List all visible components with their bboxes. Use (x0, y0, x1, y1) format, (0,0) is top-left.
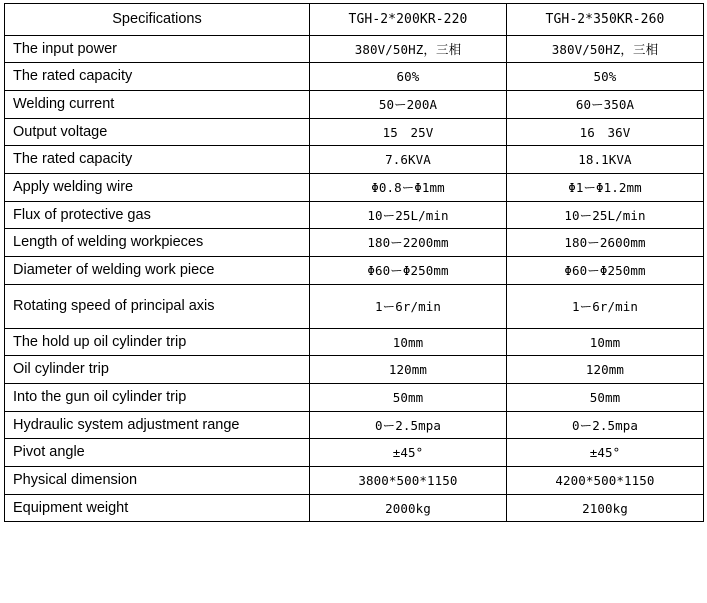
table-row (5, 118, 704, 146)
row-value-cell-1 (310, 384, 507, 412)
row-label: The rated capacity (13, 68, 133, 85)
row-value-2: 380V/50HZ，三相 (551, 41, 659, 57)
table-row (5, 229, 704, 257)
row-label: Hydraulic system adjustment range (13, 416, 240, 433)
row-value-cell-2 (507, 467, 704, 495)
row-value-1: 60% (396, 69, 420, 85)
row-value-1: 50mm (392, 389, 424, 405)
row-value-1: 380V/50HZ，三相 (354, 41, 462, 57)
row-value-cell-1 (310, 91, 507, 119)
row-label: Into the gun oil cylinder trip (13, 389, 187, 406)
row-value-2: 16 36V (579, 124, 631, 140)
row-value-2: 0ー2.5mpa (572, 417, 638, 433)
row-value-cell-2 (507, 257, 704, 285)
table-header-row (5, 4, 704, 36)
header-label-model-2: TGH-2*350KR-260 (545, 11, 665, 27)
row-value-cell-2 (507, 201, 704, 229)
row-value-1: 180ー2200mm (367, 235, 449, 251)
row-label-cell (5, 494, 310, 522)
row-value-1: 120mm (388, 362, 428, 378)
row-value-cell-1 (310, 411, 507, 439)
row-value-cell-1 (310, 356, 507, 384)
row-value-cell-2 (507, 63, 704, 91)
row-value-1: 3800*500*1150 (358, 472, 458, 488)
row-value-2: Φ1ーΦ1.2mm (568, 179, 642, 195)
header-cell-specifications (5, 4, 310, 36)
header-label-model-1: TGH-2*200KR-220 (348, 11, 468, 27)
row-label: Welding current (13, 96, 115, 113)
row-label-cell (5, 356, 310, 384)
table-row (5, 257, 704, 285)
table-row (5, 384, 704, 412)
row-value-2: Φ60ーΦ250mm (564, 262, 646, 278)
row-value-cell-2 (507, 118, 704, 146)
row-value-cell-2 (507, 384, 704, 412)
row-value-1: Φ0.8ーΦ1mm (371, 179, 445, 195)
row-label-cell (5, 201, 310, 229)
row-value-1: 10ー25L/min (367, 207, 449, 223)
row-value-cell-1 (310, 494, 507, 522)
row-value-1: 15 25V (382, 124, 434, 140)
row-value-cell-1 (310, 257, 507, 285)
row-value-1: 10mm (392, 334, 424, 350)
row-value-cell-1 (310, 439, 507, 467)
row-value-cell-2 (507, 229, 704, 257)
row-value-cell-1 (310, 328, 507, 356)
row-label-cell (5, 328, 310, 356)
row-label-cell (5, 35, 310, 63)
header-cell-model-1 (310, 4, 507, 36)
table-row (5, 63, 704, 91)
table-row (5, 201, 704, 229)
row-value-cell-2 (507, 35, 704, 63)
row-value-cell-1 (310, 229, 507, 257)
table-row (5, 494, 704, 522)
row-label-cell (5, 146, 310, 174)
row-value-1: Φ60ーΦ250mm (367, 262, 449, 278)
specifications-table (4, 3, 704, 522)
row-label: The rated capacity (13, 151, 133, 168)
row-label: Oil cylinder trip (13, 361, 109, 378)
table-row (5, 35, 704, 63)
row-value-cell-2 (507, 328, 704, 356)
row-value-cell-1 (310, 201, 507, 229)
row-value-1: 1ー6r/min (375, 298, 441, 314)
row-label: The input power (13, 40, 117, 57)
row-value-cell-1 (310, 35, 507, 63)
row-value-1: 2000kg (385, 500, 431, 516)
row-value-2: 18.1KVA (578, 152, 632, 168)
row-label: Equipment weight (13, 499, 129, 516)
row-value-2: 180ー2600mm (564, 235, 646, 251)
row-value-cell-1 (310, 63, 507, 91)
row-value-2: 50mm (589, 389, 621, 405)
table-row (5, 411, 704, 439)
row-label-cell (5, 257, 310, 285)
row-value-2: ±45° (589, 445, 621, 461)
table-row (5, 284, 704, 328)
row-label-cell (5, 384, 310, 412)
row-label-cell (5, 63, 310, 91)
header-cell-model-2 (507, 4, 704, 36)
row-value-2: 10mm (589, 334, 621, 350)
row-value-2: 50% (593, 69, 617, 85)
row-label-cell (5, 174, 310, 202)
row-label: Physical dimension (13, 472, 138, 489)
row-value-1: 7.6KVA (385, 152, 431, 168)
table-row (5, 328, 704, 356)
row-value-2: 10ー25L/min (564, 207, 646, 223)
table-row (5, 356, 704, 384)
row-label-cell (5, 411, 310, 439)
row-value-cell-2 (507, 174, 704, 202)
row-label-cell (5, 229, 310, 257)
table-row (5, 91, 704, 119)
row-label: Apply welding wire (13, 179, 134, 196)
row-value-cell-2 (507, 494, 704, 522)
table-row (5, 174, 704, 202)
row-value-cell-1 (310, 284, 507, 328)
table-row (5, 467, 704, 495)
row-value-2: 2100kg (582, 500, 628, 516)
row-value-cell-1 (310, 118, 507, 146)
row-value-2: 60ー350A (575, 96, 635, 112)
row-value-cell-1 (310, 174, 507, 202)
row-value-2: 1ー6r/min (572, 298, 638, 314)
row-value-cell-2 (507, 356, 704, 384)
row-label-cell (5, 118, 310, 146)
row-value-2: 120mm (585, 362, 625, 378)
row-value-cell-2 (507, 146, 704, 174)
row-label: Length of welding workpieces (13, 234, 204, 251)
table-body (5, 4, 704, 522)
row-label-cell (5, 284, 310, 328)
table-row (5, 146, 704, 174)
row-label: Rotating speed of principal axis (13, 297, 215, 314)
row-value-1: 50ー200A (378, 96, 438, 112)
row-value-2: 4200*500*1150 (555, 472, 655, 488)
row-label: Output voltage (13, 123, 108, 140)
row-value-cell-2 (507, 411, 704, 439)
row-label: Pivot angle (13, 444, 85, 461)
row-value-cell-2 (507, 91, 704, 119)
table-row (5, 439, 704, 467)
row-value-cell-1 (310, 467, 507, 495)
row-label-cell (5, 439, 310, 467)
row-value-cell-1 (310, 146, 507, 174)
row-value-cell-2 (507, 439, 704, 467)
row-label: Flux of protective gas (13, 206, 151, 223)
row-label: The hold up oil cylinder trip (13, 333, 187, 350)
row-label: Diameter of welding work piece (13, 262, 215, 279)
row-value-1: 0ー2.5mpa (375, 417, 441, 433)
row-label-cell (5, 91, 310, 119)
row-value-cell-2 (507, 284, 704, 328)
row-label-cell (5, 467, 310, 495)
header-label-specifications: Specifications (112, 11, 202, 27)
row-value-1: ±45° (392, 445, 424, 461)
